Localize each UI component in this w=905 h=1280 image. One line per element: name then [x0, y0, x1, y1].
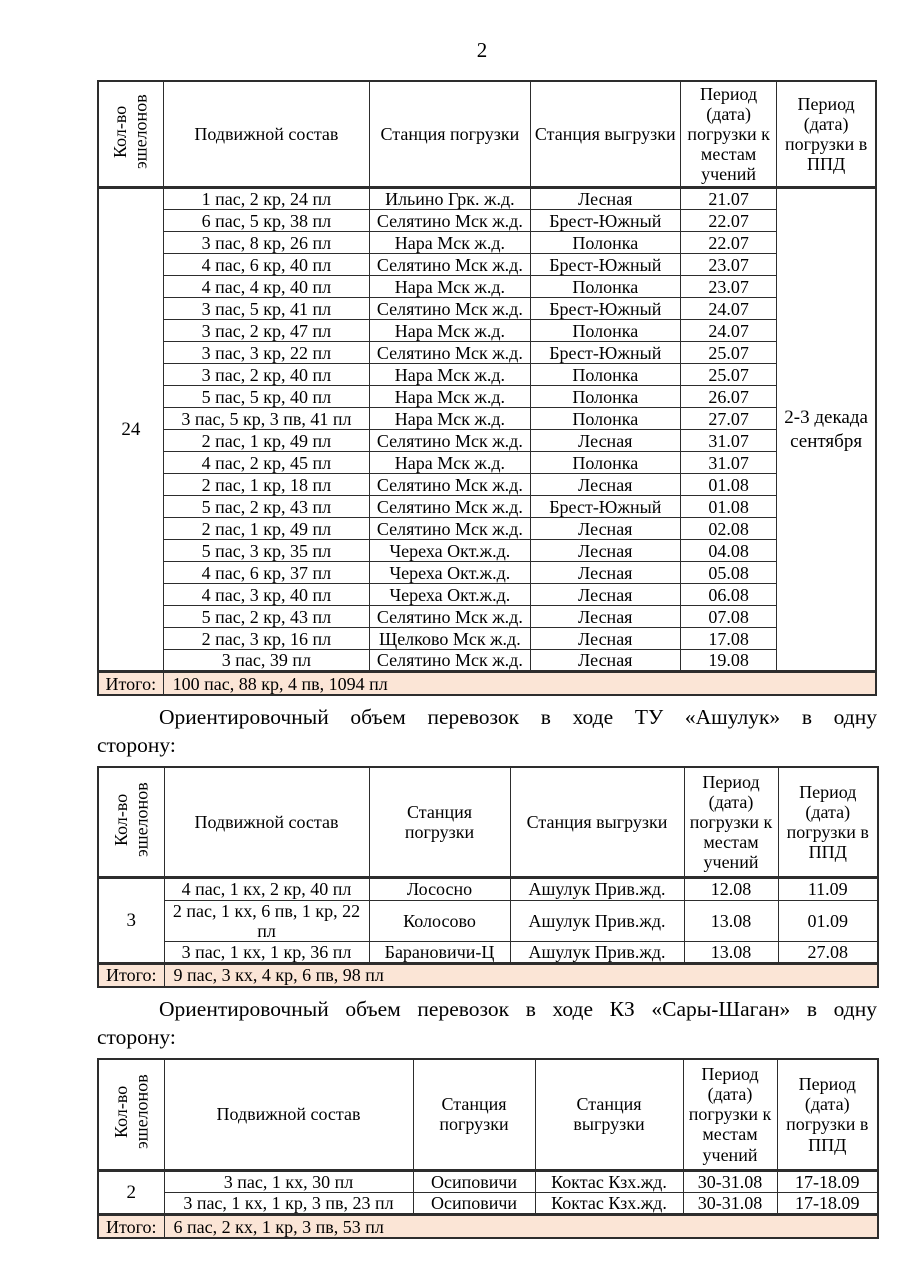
table-cell: 3 пас, 1 кх, 1 кр, 36 пл [164, 941, 369, 963]
table-row [98, 1171, 878, 1193]
table-cell: 17-18.09 [777, 1171, 878, 1193]
column-header: Период (дата) погрузки к местам учений [684, 767, 778, 878]
header-row [98, 1059, 878, 1171]
table-cell: 3 пас, 8 кр, 26 пл [163, 232, 370, 254]
table-cell: Полонка [530, 364, 680, 386]
table-row [98, 254, 876, 276]
column-header: Станция выгрузки [530, 81, 680, 188]
table-cell: Ашулук Прив.жд. [510, 900, 684, 941]
table-cell: 6 пас, 5 кр, 38 пл [163, 210, 370, 232]
table-cell: Нара Мск ж.д. [370, 408, 530, 430]
table-cell: Лесная [530, 628, 680, 650]
table-cell: 2 пас, 1 кр, 49 пл [163, 430, 370, 452]
table-cell: 3 пас, 1 кх, 1 кр, 3 пв, 23 пл [164, 1193, 413, 1215]
table-cell: 04.08 [680, 540, 776, 562]
table-cell: Лесная [530, 474, 680, 496]
table-cell: Брест-Южный [530, 254, 680, 276]
table-cell: 3 пас, 5 кр, 3 пв, 41 пл [163, 408, 370, 430]
table-cell: 31.07 [680, 452, 776, 474]
column-header: Подвижной состав [164, 767, 369, 878]
table-row [98, 364, 876, 386]
table-cell: 26.07 [680, 386, 776, 408]
page-number: 2 [476, 38, 488, 62]
table-row [98, 941, 878, 963]
data-table [97, 80, 877, 696]
total-value: 6 пас, 2 кх, 1 кр, 3 пв, 53 пл [164, 1215, 878, 1238]
table-row [98, 232, 876, 254]
table-cell: Полонка [530, 386, 680, 408]
table-cell: 13.08 [684, 941, 778, 963]
table-cell: Ашулук Прив.жд. [510, 878, 684, 900]
table-cell: 19.08 [680, 650, 776, 672]
table-cell: 3 пас, 5 кр, 41 пл [163, 298, 370, 320]
table-cell: 23.07 [680, 254, 776, 276]
table-cell: 5 пас, 2 кр, 43 пл [163, 606, 370, 628]
table-cell: 2 пас, 1 кр, 49 пл [163, 518, 370, 540]
table-cell: 5 пас, 3 кр, 35 пл [163, 540, 370, 562]
table-cell: 5 пас, 5 кр, 40 пл [163, 386, 370, 408]
table-cell: Селятино Мск ж.д. [370, 210, 530, 232]
table-cell: Селятино Мск ж.д. [370, 298, 530, 320]
table-cell: 30-31.08 [683, 1171, 777, 1193]
table-cell: Брест-Южный [530, 298, 680, 320]
table-row [98, 320, 876, 342]
table-cell: Полонка [530, 320, 680, 342]
total-label: Итого: [98, 1215, 164, 1238]
table-cell: Череха Окт.ж.д. [370, 540, 530, 562]
table-cell: 24.07 [680, 320, 776, 342]
table-row [98, 584, 876, 606]
table-cell: 06.08 [680, 584, 776, 606]
rotated-header-text: Кол-во эшелонов [110, 94, 151, 170]
table-cell: Селятино Мск ж.д. [370, 518, 530, 540]
table-row [98, 276, 876, 298]
table-cell: 3 пас, 1 кх, 30 пл [164, 1171, 413, 1193]
table-cell: 02.08 [680, 518, 776, 540]
total-row [98, 964, 878, 987]
table-cell: 01.09 [778, 900, 878, 941]
column-header: Станция погрузки [413, 1059, 535, 1171]
table-cell: Лесная [530, 562, 680, 584]
total-value: 9 пас, 3 кх, 4 кр, 6 пв, 98 пл [164, 964, 878, 987]
table-cell: 3 пас, 2 кр, 47 пл [163, 320, 370, 342]
column-header: Период (дата) погрузки в ППД [778, 767, 878, 878]
rotated-header-text: Кол-во эшелонов [110, 1074, 152, 1150]
column-header [98, 81, 163, 188]
table-cell: 07.08 [680, 606, 776, 628]
table-cell: Щелково Мск ж.д. [370, 628, 530, 650]
table-cell: Осиповичи [413, 1171, 535, 1193]
table-row [98, 496, 876, 518]
table-cell: 2 пас, 3 кр, 16 пл [163, 628, 370, 650]
table-row [98, 386, 876, 408]
table-cell: 4 пас, 6 кр, 37 пл [163, 562, 370, 584]
header-row [98, 81, 876, 188]
table-cell: Лесная [530, 188, 680, 210]
data-table [97, 766, 879, 988]
table-cell: Череха Окт.ж.д. [370, 562, 530, 584]
table-cell: Лесная [530, 430, 680, 452]
table-row [98, 452, 876, 474]
total-row [98, 672, 876, 695]
table-cell: 11.09 [778, 878, 878, 900]
table-cell: 24.07 [680, 298, 776, 320]
column-header: Станция выгрузки [510, 767, 684, 878]
table-row [98, 540, 876, 562]
table-cell: Барановичи-Ц [369, 941, 510, 963]
table-cell: Селятино Мск ж.д. [370, 342, 530, 364]
table-row [98, 430, 876, 452]
table-cell: Ашулук Прив.жд. [510, 941, 684, 963]
table-cell: 12.08 [684, 878, 778, 900]
table-cell: 27.08 [778, 941, 878, 963]
total-row [98, 1215, 878, 1238]
total-value: 100 пас, 88 кр, 4 пв, 1094 пл [163, 672, 876, 695]
data-table [97, 1058, 879, 1239]
table-row [98, 342, 876, 364]
table-cell: Селятино Мск ж.д. [370, 650, 530, 672]
echelon-count-cell: 24 [98, 188, 163, 672]
column-header: Период (дата) погрузки в ППД [777, 81, 876, 188]
table-cell: 13.08 [684, 900, 778, 941]
table-cell: Брест-Южный [530, 496, 680, 518]
table-row [98, 188, 876, 210]
table-row [98, 628, 876, 650]
table-cell: Селятино Мск ж.д. [370, 496, 530, 518]
column-header [98, 767, 164, 878]
table-cell: 27.07 [680, 408, 776, 430]
table-cell: 25.07 [680, 342, 776, 364]
table-cell: Коктас Кзх.жд. [535, 1193, 683, 1215]
table-cell: Лесная [530, 606, 680, 628]
table-row [98, 878, 878, 900]
table-cell: 4 пас, 3 кр, 40 пл [163, 584, 370, 606]
table-cell: Лососно [369, 878, 510, 900]
table-cell: 1 пас, 2 кр, 24 пл [163, 188, 370, 210]
echelon-count-cell: 2 [98, 1171, 164, 1215]
ppd-period-merged-cell: 2-3 декада сентября [777, 188, 876, 672]
column-header: Период (дата) погрузки к местам учений [683, 1059, 777, 1171]
table-cell: 22.07 [680, 232, 776, 254]
table-cell: 01.08 [680, 474, 776, 496]
table-cell: 17-18.09 [777, 1193, 878, 1215]
table-cell: 4 пас, 1 кх, 2 кр, 40 пл [164, 878, 369, 900]
column-header: Станция погрузки [370, 81, 530, 188]
table-cell: Осиповичи [413, 1193, 535, 1215]
table-cell: 4 пас, 6 кр, 40 пл [163, 254, 370, 276]
table-cell: Брест-Южный [530, 342, 680, 364]
transport-table-sary-shagan [97, 1058, 877, 1239]
table-cell: Лесная [530, 584, 680, 606]
table-cell: Лесная [530, 650, 680, 672]
table-cell: 01.08 [680, 496, 776, 518]
column-header: Подвижной состав [164, 1059, 413, 1171]
table-cell: 3 пас, 39 пл [163, 650, 370, 672]
column-header: Период (дата) погрузки в ППД [777, 1059, 878, 1171]
transport-table-main [97, 80, 877, 696]
table-row [98, 474, 876, 496]
table-cell: 4 пас, 2 кр, 45 пл [163, 452, 370, 474]
header-row [98, 767, 878, 878]
table-cell: Нара Мск ж.д. [370, 276, 530, 298]
table-cell: 30-31.08 [683, 1193, 777, 1215]
table-cell: Нара Мск ж.д. [370, 386, 530, 408]
table-cell: Череха Окт.ж.д. [370, 584, 530, 606]
column-header [98, 1059, 164, 1171]
table-cell: Селятино Мск ж.д. [370, 254, 530, 276]
table-row [98, 408, 876, 430]
column-header: Станция погрузки [369, 767, 510, 878]
table-cell: 25.07 [680, 364, 776, 386]
table-cell: Лесная [530, 518, 680, 540]
table-cell: Колосово [369, 900, 510, 941]
table-row [98, 562, 876, 584]
table-cell: 17.08 [680, 628, 776, 650]
table-cell: 3 пас, 2 кр, 40 пл [163, 364, 370, 386]
transport-table-ashuluk [97, 766, 877, 988]
total-label: Итого: [98, 964, 164, 987]
table-cell: 05.08 [680, 562, 776, 584]
table-cell: Полонка [530, 408, 680, 430]
table-row [98, 650, 876, 672]
table-cell: Селятино Мск ж.д. [370, 474, 530, 496]
table-cell: Нара Мск ж.д. [370, 232, 530, 254]
paragraph-ashuluk: Ориентировочный объем перевозок в ходе ТУ «Ашулук» в одну сторону: [97, 704, 877, 757]
table-row [98, 1193, 878, 1215]
table-cell: 23.07 [680, 276, 776, 298]
table-cell: 4 пас, 4 кр, 40 пл [163, 276, 370, 298]
table-cell: 31.07 [680, 430, 776, 452]
table-cell: Брест-Южный [530, 210, 680, 232]
table-cell: Лесная [530, 540, 680, 562]
total-label: Итого: [98, 672, 163, 695]
table-cell: Селятино Мск ж.д. [370, 430, 530, 452]
echelon-count-cell: 3 [98, 878, 164, 964]
column-header: Подвижной состав [163, 81, 370, 188]
column-header: Период (дата) погрузки к местам учений [680, 81, 776, 188]
paragraph-sary-shagan: Ориентировочный объем перевозок в ходе КЗ «Сары-Шаган» в одну сторону: [97, 996, 877, 1049]
table-cell: Полонка [530, 232, 680, 254]
table-cell: 2 пас, 1 кр, 18 пл [163, 474, 370, 496]
table-cell: 5 пас, 2 кр, 43 пл [163, 496, 370, 518]
table-row [98, 210, 876, 232]
table-cell: Полонка [530, 276, 680, 298]
table-cell: Нара Мск ж.д. [370, 320, 530, 342]
table-row [98, 900, 878, 941]
table-cell: Коктас Кзх.жд. [535, 1171, 683, 1193]
table-row [98, 298, 876, 320]
table-row [98, 606, 876, 628]
table-cell: 2 пас, 1 кх, 6 пв, 1 кр, 22 пл [164, 900, 369, 941]
table-cell: Ильино Грк. ж.д. [370, 188, 530, 210]
table-cell: Нара Мск ж.д. [370, 364, 530, 386]
table-cell: 3 пас, 3 кр, 22 пл [163, 342, 370, 364]
table-cell: 22.07 [680, 210, 776, 232]
table-row [98, 518, 876, 540]
table-cell: Полонка [530, 452, 680, 474]
table-cell: Нара Мск ж.д. [370, 452, 530, 474]
column-header: Станция выгрузки [535, 1059, 683, 1171]
table-cell: 21.07 [680, 188, 776, 210]
rotated-header-text: Кол-во эшелонов [110, 782, 152, 858]
table-cell: Селятино Мск ж.д. [370, 606, 530, 628]
